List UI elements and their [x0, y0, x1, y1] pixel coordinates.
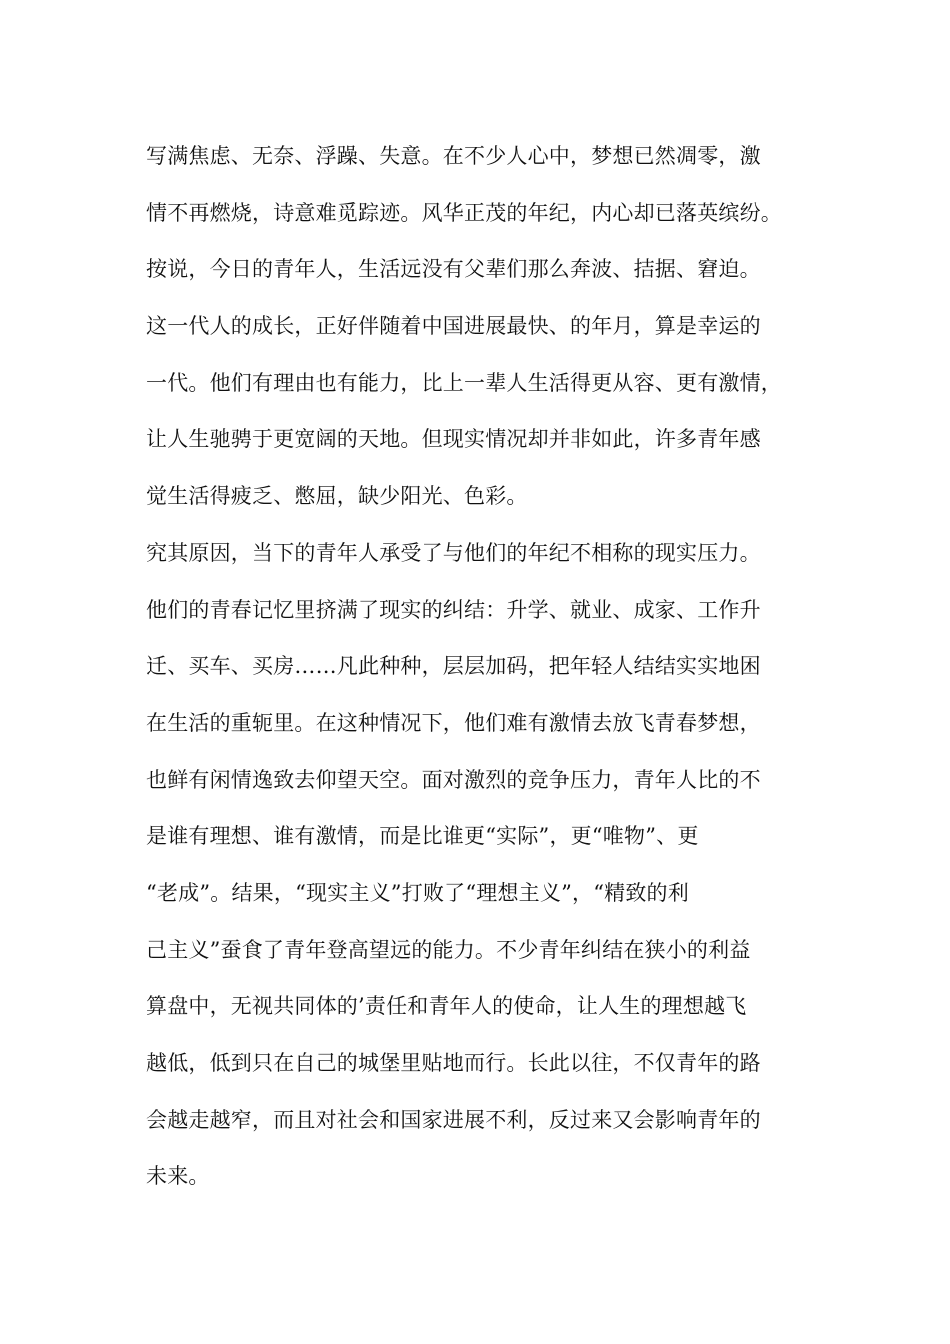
text-line: “老成”。结果，“现实主义”打败了“理想主义”，“精致的利	[146, 880, 689, 905]
text-line: 也鲜有闲情逸致去仰望天空。面对激烈的竞争压力，青年人比的不	[146, 767, 761, 792]
text-line: 己主义”蚕食了青年登高望远的能力。不少青年纠结在狭小的利益	[146, 937, 751, 962]
text-line: 迁、买车、买房……凡此种种，层层加码，把年轻人结结实实地困	[146, 654, 761, 679]
text-line: 是谁有理想、谁有激情，而是比谁更“实际”，更“唯物”、更	[146, 824, 699, 849]
text-line: 写满焦虑、无奈、浮躁、失意。在不少人心中，梦想已然凋零，激	[146, 144, 761, 168]
document-body	[146, 128, 836, 1205]
text-line: 这一代人的成长，正好伴随着中国进展最快、的年月，算是幸运的	[146, 314, 761, 339]
text-line: 会越走越窄，而且对社会和国家进展不利，反过来又会影响青年的	[146, 1107, 761, 1132]
text-line: 觉生活得疲乏、憋屈，缺少阳光、色彩。	[146, 484, 528, 509]
text-line: 他们的青春记忆里挤满了现实的纠结：升学、就业、成家、工作升	[146, 597, 761, 622]
text-line: 情不再燃烧，诗意难觅踪迹。风华正茂的年纪，内心却已落英缤纷。	[146, 200, 782, 225]
text-line: 按说，今日的青年人，生活远没有父辈们那么奔波、拮据、窘迫。	[146, 257, 761, 282]
text-line: 算盘中，无视共同体的’责任和青年人的使命，让人生的理想越飞	[146, 994, 747, 1019]
text-line: 一代。他们有理由也有能力，比上一辈人生活得更从容、更有激情，	[146, 370, 782, 395]
text-line: 未来。	[146, 1164, 210, 1189]
text-line: 让人生驰骋于更宽阔的天地。但现实情况却并非如此，许多青年感	[146, 427, 761, 452]
text-line: 究其原因，当下的青年人承受了与他们的年纪不相称的现实压力。	[146, 540, 761, 565]
text-line: 越低，低到只在自己的城堡里贴地而行。长此以往，不仅青年的路	[146, 1051, 761, 1075]
text-line: 在生活的重轭里。在这种情况下，他们难有激情去放飞青春梦想，	[146, 710, 761, 735]
